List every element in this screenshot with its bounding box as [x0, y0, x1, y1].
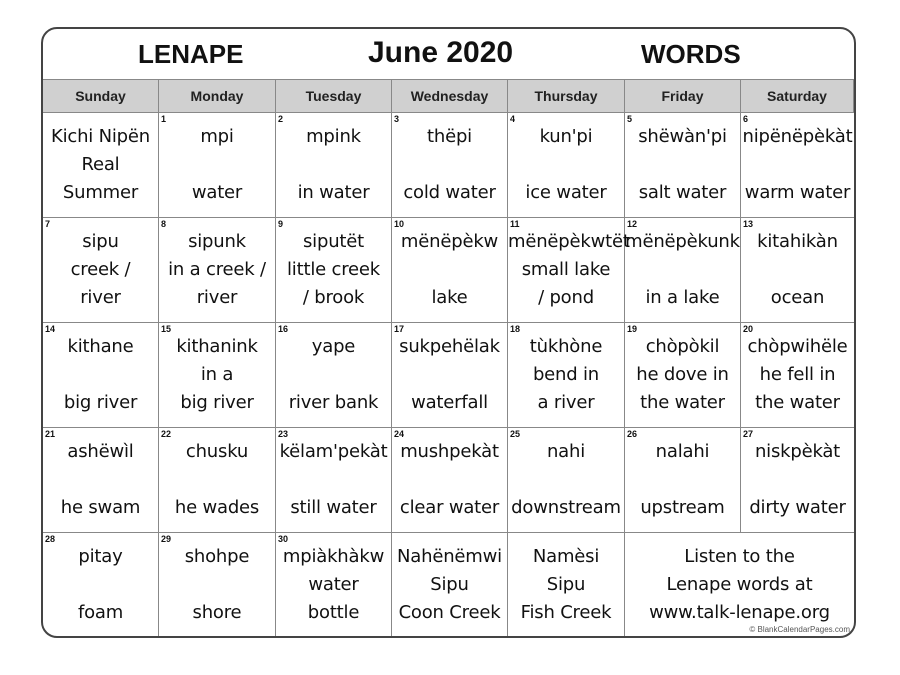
english-meaning: upstream — [640, 497, 725, 518]
lenape-word: Kichi Nipën — [50, 126, 150, 147]
day-number: 2 — [278, 114, 284, 124]
listen-note — [625, 532, 854, 638]
day-number: 19 — [627, 324, 638, 334]
day-cell — [43, 112, 159, 217]
english-meaning: river bank — [288, 392, 379, 413]
day-cell — [508, 217, 630, 322]
lenape-word: chòpwihële — [747, 336, 848, 357]
day-cell — [625, 112, 741, 217]
day-number: 5 — [627, 114, 633, 124]
day-cell — [43, 322, 159, 427]
day-number: 24 — [394, 429, 405, 439]
english-meaning: dirty water — [749, 497, 846, 518]
english-meaning: bottle — [307, 602, 360, 623]
day-number: 17 — [394, 324, 405, 334]
lenape-word: tùkhòne — [529, 336, 603, 357]
day-number: 21 — [45, 429, 56, 439]
day-cell — [625, 427, 741, 532]
english-meaning: / pond — [538, 287, 594, 308]
day-cell — [43, 217, 159, 322]
day-cell — [159, 217, 276, 322]
day-cell — [159, 532, 276, 638]
english-meaning: downstream — [511, 497, 621, 518]
day-cell — [392, 217, 508, 322]
english-meaning: bend in — [532, 364, 600, 385]
day-cell — [508, 427, 625, 532]
english-meaning: cold water — [403, 182, 496, 203]
lenape-word: yape — [311, 336, 356, 357]
english-meaning: little creek — [287, 259, 380, 280]
lenape-word: mushpekàt — [400, 441, 499, 462]
day-number: 18 — [510, 324, 521, 334]
weekday-header: Sunday — [43, 79, 159, 112]
english-meaning: he wades — [174, 497, 260, 518]
day-cell — [392, 112, 508, 217]
english-meaning: a river — [537, 392, 595, 413]
english-meaning: creek / — [70, 259, 131, 280]
english-meaning: lake — [431, 287, 468, 308]
day-number: 26 — [627, 429, 638, 439]
day-cell — [392, 322, 508, 427]
english-meaning: / brook — [302, 287, 365, 308]
day-number: 4 — [510, 114, 516, 124]
english-meaning: Coon Creek — [398, 602, 501, 623]
english-meaning: big river — [63, 392, 138, 413]
calendar-frame — [41, 27, 856, 638]
lenape-word: mënëpèkunk — [625, 231, 740, 252]
english-meaning: water — [308, 574, 359, 595]
day-cell — [276, 217, 392, 322]
day-number: 11 — [510, 219, 520, 229]
lenape-word: mënëpèkw — [400, 231, 499, 252]
lenape-word: chusku — [185, 441, 249, 462]
english-meaning: water — [191, 182, 243, 203]
english-meaning: Fish Creek — [520, 602, 612, 623]
lenape-word: sipunk — [188, 231, 246, 252]
listen-line: Lenape words at — [666, 574, 813, 595]
title-month: June 2020 — [368, 36, 514, 69]
english-meaning: Sipu — [546, 574, 586, 595]
day-number: 12 — [627, 219, 638, 229]
lenape-word: kun'pi — [539, 126, 593, 147]
english-meaning: still water — [290, 497, 377, 518]
day-cell — [159, 427, 276, 532]
day-number: 9 — [278, 219, 284, 229]
lenape-word: nahi — [546, 441, 586, 462]
lenape-word: shëwàn'pi — [638, 126, 727, 147]
day-number: 8 — [161, 219, 167, 229]
weekday-header: Thursday — [508, 79, 625, 112]
english-meaning: Real — [81, 154, 120, 175]
day-number: 6 — [743, 114, 749, 124]
lenape-word: mpink — [306, 126, 361, 147]
lenape-word: thëpi — [427, 126, 472, 147]
english-meaning: warm water — [744, 182, 851, 203]
day-cell — [276, 532, 392, 638]
lenape-word: mpi — [200, 126, 234, 147]
english-meaning: the water — [640, 392, 725, 413]
lenape-word: ashëwìl — [67, 441, 134, 462]
english-meaning: river — [80, 287, 121, 308]
english-meaning: in a lake — [645, 287, 720, 308]
english-meaning: river — [196, 287, 238, 308]
day-number: 27 — [743, 429, 754, 439]
day-number: 23 — [278, 429, 289, 439]
english-meaning: ice water — [525, 182, 607, 203]
english-meaning: Summer — [62, 182, 139, 203]
lenape-word: sipu — [82, 231, 119, 252]
day-cell — [508, 532, 625, 638]
day-number: 22 — [161, 429, 172, 439]
lenape-word: kithanink — [176, 336, 258, 357]
lenape-word: Namèsi — [532, 546, 600, 567]
day-cell — [625, 217, 741, 322]
english-meaning: Sipu — [430, 574, 469, 595]
day-cell — [276, 112, 392, 217]
footer-credit: © BlankCalendarPages.com — [749, 625, 850, 634]
day-number: 20 — [743, 324, 754, 334]
english-meaning: waterfall — [411, 392, 488, 413]
day-cell — [43, 532, 159, 638]
lenape-word: nalahi — [655, 441, 710, 462]
day-cell — [276, 322, 392, 427]
lenape-word: chòpòkil — [645, 336, 720, 357]
english-meaning: in a — [200, 364, 234, 385]
lenape-word: siputët — [302, 231, 364, 252]
english-meaning: he fell in — [759, 364, 836, 385]
day-cell — [741, 322, 854, 427]
day-number: 30 — [278, 534, 289, 544]
day-number: 25 — [510, 429, 521, 439]
day-cell — [625, 322, 741, 427]
day-number: 7 — [45, 219, 51, 229]
day-cell — [741, 112, 854, 217]
lenape-word: mpiàkhàkw — [282, 546, 385, 567]
english-meaning: small lake — [521, 259, 611, 280]
lenape-word: niskpèkàt — [754, 441, 841, 462]
day-number: 29 — [161, 534, 172, 544]
day-cell — [159, 112, 276, 217]
weekday-header: Friday — [625, 79, 741, 112]
day-number: 16 — [278, 324, 289, 334]
day-cell — [741, 217, 854, 322]
listen-line: Listen to the — [684, 546, 795, 567]
weekday-header: Wednesday — [392, 79, 508, 112]
weekday-header: Saturday — [741, 79, 854, 112]
lenape-word: këlam'pekàt — [279, 441, 388, 462]
day-number: 15 — [161, 324, 172, 334]
listen-line[interactable]: www.talk-lenape.org — [649, 602, 830, 623]
english-meaning: clear water — [399, 497, 500, 518]
day-cell — [508, 112, 625, 217]
day-number: 10 — [394, 219, 405, 229]
english-meaning: he swam — [60, 497, 141, 518]
english-meaning: in a creek / — [168, 259, 266, 280]
english-meaning: big river — [180, 392, 254, 413]
day-cell — [43, 427, 159, 532]
day-cell — [508, 322, 625, 427]
lenape-word: nipënëpèkàt — [742, 126, 853, 147]
english-meaning: in water — [297, 182, 370, 203]
day-cell — [392, 427, 508, 532]
day-cell — [159, 322, 276, 427]
english-meaning: the water — [755, 392, 840, 413]
english-meaning: foam — [77, 602, 124, 623]
lenape-word: sukpehëlak — [399, 336, 500, 357]
day-number: 13 — [743, 219, 754, 229]
day-cell — [276, 427, 392, 532]
day-number: 3 — [394, 114, 400, 124]
english-meaning: he dove in — [636, 364, 729, 385]
day-number: 14 — [45, 324, 56, 334]
english-meaning: salt water — [638, 182, 727, 203]
lenape-word: mënëpèkwtët — [508, 231, 630, 252]
calendar-grid — [43, 79, 854, 638]
title-lenape: LENAPE — [138, 39, 244, 69]
title-words: WORDS — [641, 39, 741, 69]
english-meaning: ocean — [770, 287, 825, 308]
lenape-word: kithane — [67, 336, 134, 357]
lenape-word: Nahënëmwi — [397, 546, 502, 567]
lenape-word: shohpe — [184, 546, 250, 567]
weekday-header: Monday — [159, 79, 276, 112]
lenape-word: kitahikàn — [757, 231, 838, 252]
lenape-word: pitay — [78, 546, 123, 567]
title-row — [43, 29, 854, 79]
day-cell — [741, 427, 854, 532]
day-number: 1 — [161, 114, 167, 124]
weekday-header: Tuesday — [276, 79, 392, 112]
day-number: 28 — [45, 534, 56, 544]
day-cell — [392, 532, 508, 638]
english-meaning: shore — [192, 602, 242, 623]
